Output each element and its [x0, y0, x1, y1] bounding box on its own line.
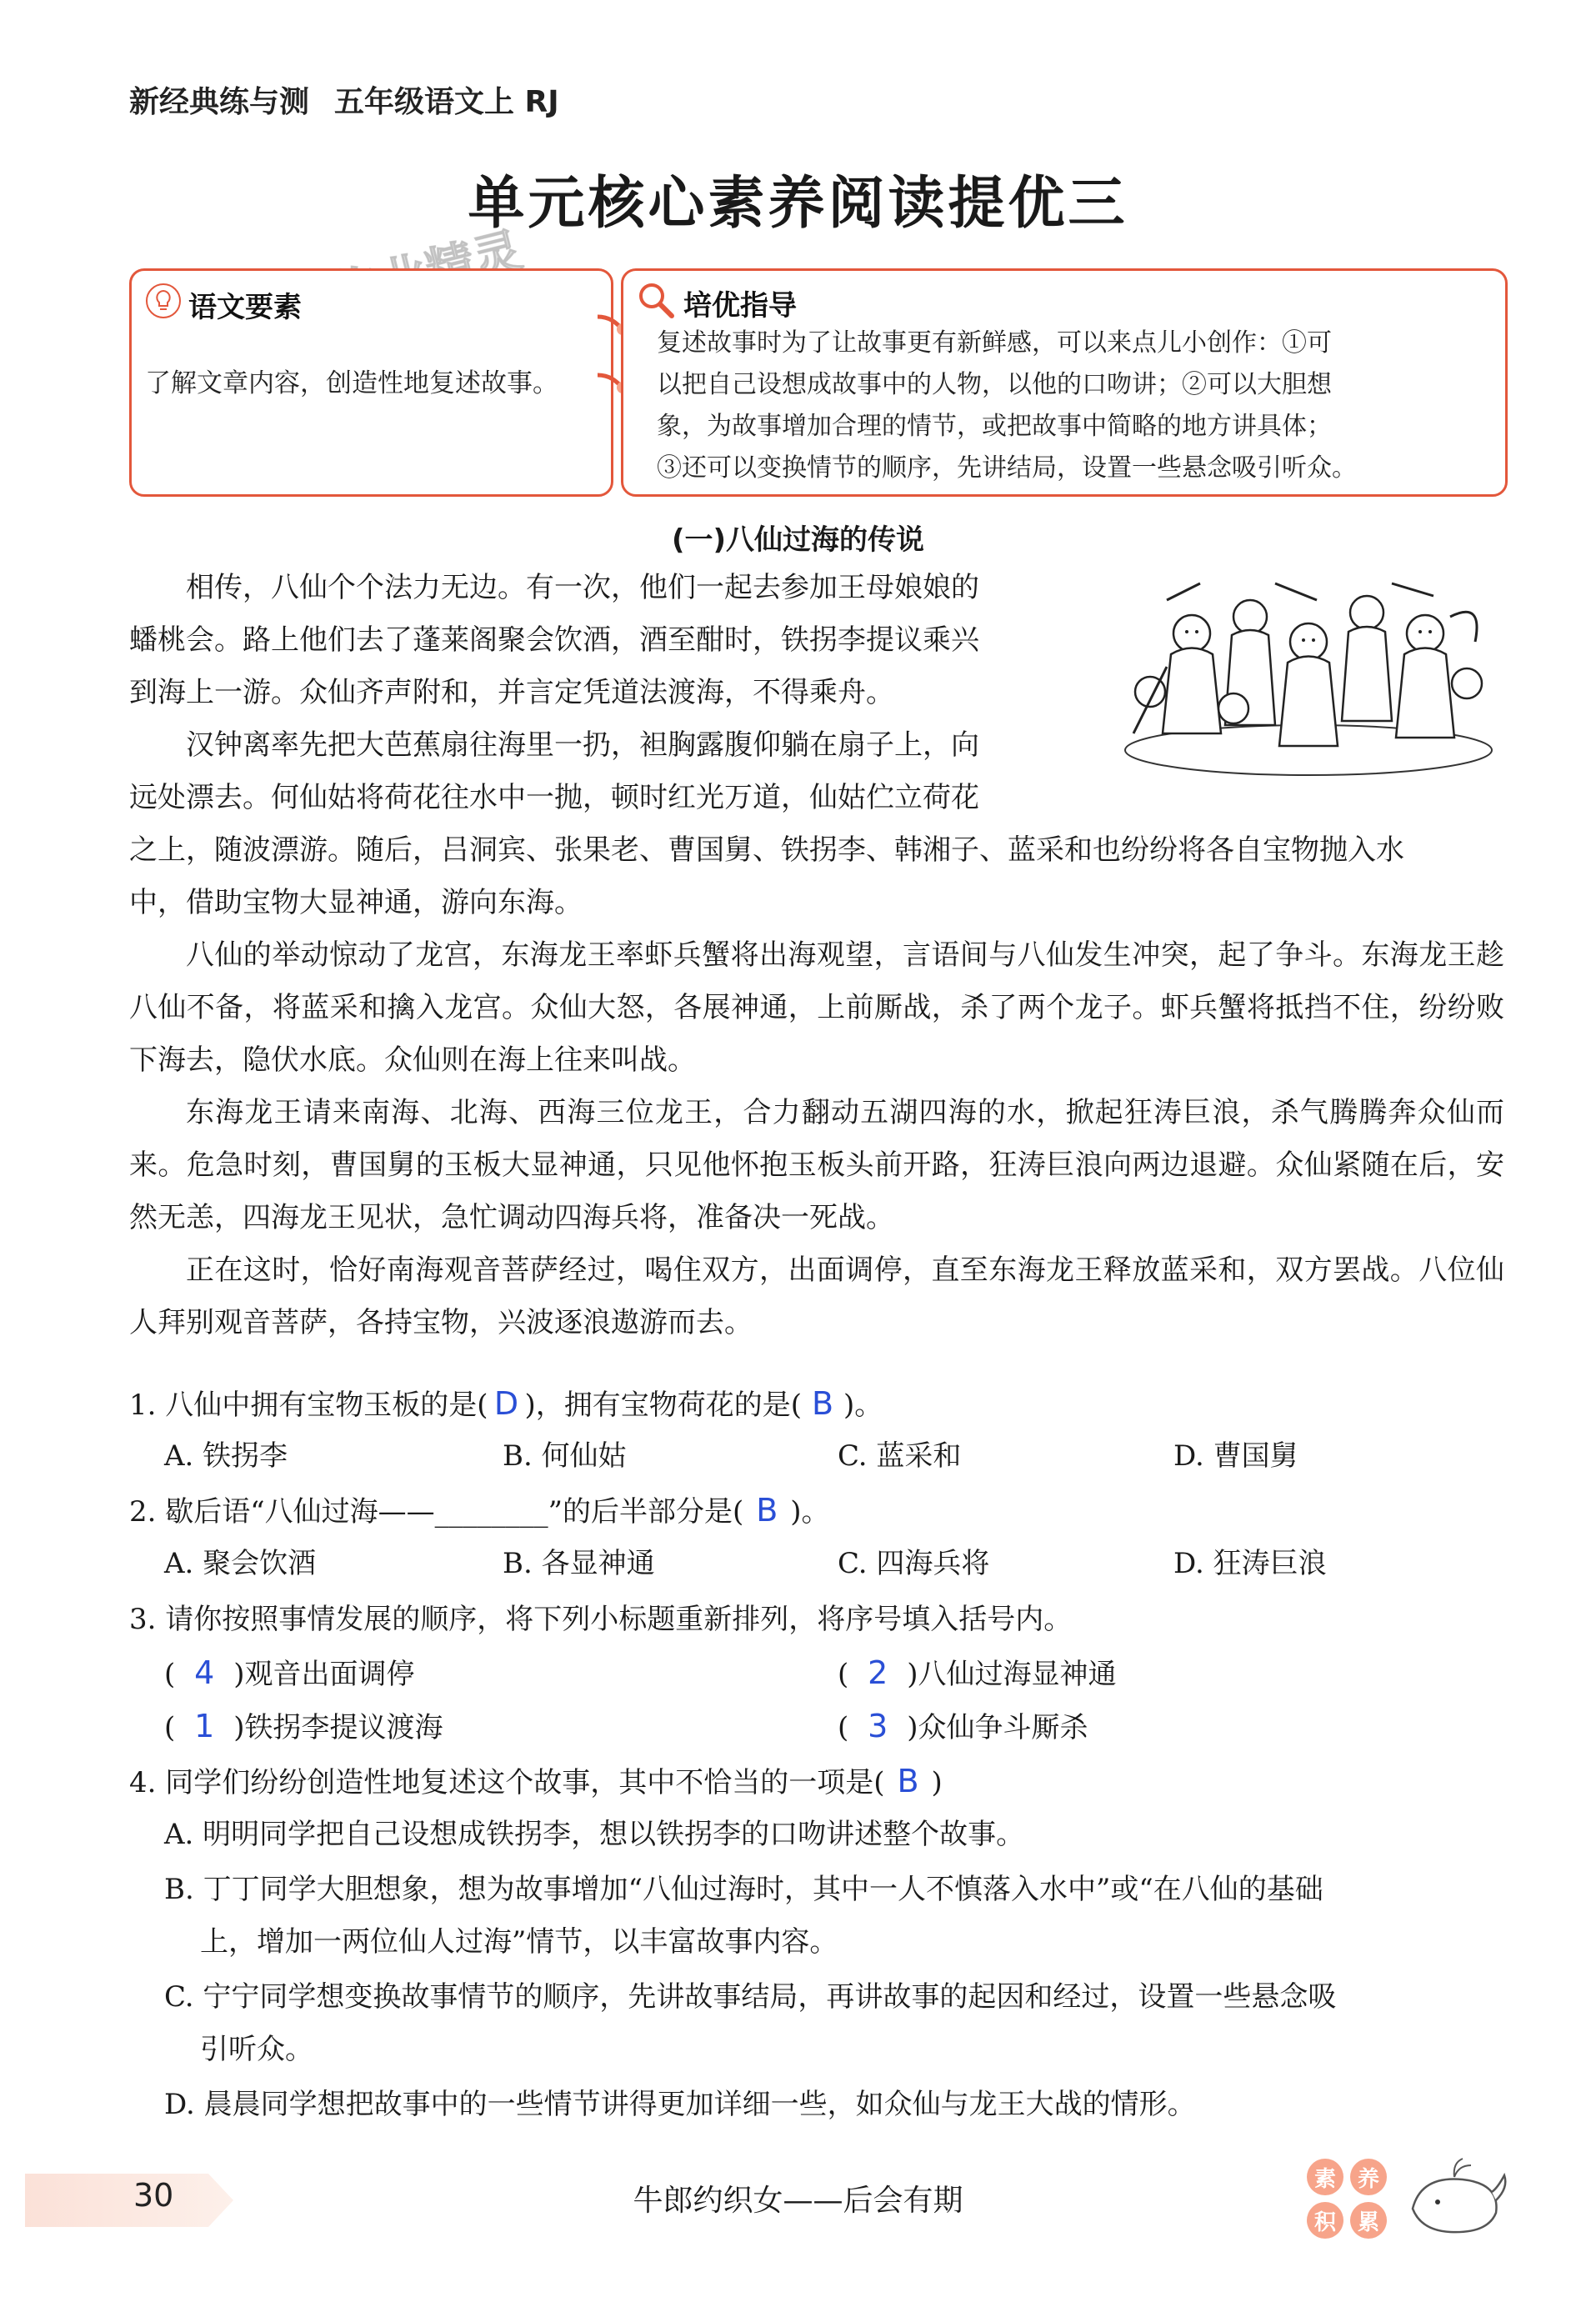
- book-grade: 五年级语文上 RJ: [334, 85, 559, 119]
- guidance-line: 以把自己设想成故事中的人物，以他的口吻讲；②可以大胆想: [657, 370, 1332, 399]
- paragraph: 正在这时，恰好南海观音菩萨经过，喝住双方，出面调停，直至东海龙王释放蓝采和，双方罢战。八位仙人拜别观音菩萨，各持宝物，兴波逐浪遨游而去。: [129, 1254, 1504, 1339]
- magnifier-icon: [635, 279, 675, 323]
- blank[interactable]: ________: [434, 1495, 548, 1529]
- box-left-title: 语文要素: [188, 291, 302, 324]
- story-title: (一)八仙过海的传说: [671, 523, 925, 557]
- answer-field[interactable]: B: [897, 1763, 919, 1799]
- answer-field[interactable]: B: [812, 1385, 834, 1422]
- question-3: 3. 请你按照事情发展的顺序，将下列小标题重新排列，将序号填入括号内。: [129, 1603, 1073, 1636]
- option: D. 曹国舅: [1173, 1439, 1298, 1473]
- option-continued: 引听众。: [200, 2033, 313, 2066]
- option-continued: 上，增加一两位仙人过海”情节，以丰富故事内容。: [200, 1925, 838, 1959]
- guidance-line: ③还可以变换情节的顺序，先讲结局，设置一些悬念吸引听众。: [657, 453, 1357, 483]
- text-line: 相传，八仙个个法力无边。有一次，他们一起去参加王母娘娘的: [186, 571, 979, 604]
- question-2: 2. 歇后语“八仙过海——________”的后半部分是( B )。: [129, 1484, 830, 1539]
- option: D. 狂涛巨浪: [1173, 1547, 1327, 1580]
- paragraph: 东海龙王请来南海、北海、西海三位龙王，合力翻动五湖四海的水，掀起狂涛巨浪，杀气腾腾奔众仙而来。危急时刻，曹国舅的玉板大显神通，只见他怀抱玉板头前开路，狂涛巨浪向两边退避。众仙紧随在后，安然无恙，四海龙王见状，急忙调动四海兵将，准备决一死战。: [129, 1096, 1504, 1234]
- page-number: 30: [133, 2177, 174, 2214]
- eight-immortals-illustration: [1117, 567, 1500, 783]
- text-line: 远处漂去。何仙姑将荷花往水中一抛，顿时红光万道，仙姑伫立荷花: [129, 781, 979, 814]
- option: C. 四海兵将: [838, 1547, 990, 1580]
- text-line: 蟠桃会。路上他们去了蓬莱阁聚会饮酒，酒至酣时，铁拐李提议乘兴: [129, 623, 979, 657]
- order-item: ( 4 )观音出面调停: [164, 1647, 415, 1701]
- badge: 累: [1350, 2202, 1387, 2239]
- box-left-text: 了解文章内容，创造性地复述故事。: [145, 368, 558, 398]
- paragraph: 八仙的举动惊动了龙宫，东海龙王率虾兵蟹将出海观望，言语间与八仙发生冲突，起了争斗。东海龙王趁八仙不备，将蓝采和擒入龙宫。众仙大怒，各展神通，上前厮战，杀了两个龙子。虾兵蟹将抵挡不住，纷纷败下海去，隐伏水底。众仙则在海上往来叫战。: [129, 938, 1504, 1077]
- chinese-elements-box: [129, 268, 613, 497]
- badge: 积: [1307, 2202, 1343, 2239]
- story-paragraph-1: [129, 562, 1104, 824]
- guidance-text: [657, 323, 1498, 489]
- text-line: 中，借助宝物大显神通，游向东海。: [129, 886, 583, 919]
- text-line: 汉钟离率先把大芭蕉扇往海里一扔，袒胸露腹仰躺在扇子上，向: [186, 728, 979, 762]
- footer-proverb: 牛郎约织女——后会有期: [633, 2184, 963, 2218]
- guidance-line: 象，为故事增加合理的情节，或把故事中简略的地方讲具体；: [657, 412, 1332, 441]
- whale-icon: [1404, 2150, 1513, 2245]
- story-paragraph-3: [129, 929, 1504, 1349]
- guidance-line: 复述故事时为了让故事更有新鲜感，可以来点儿小创作：①可: [657, 328, 1332, 358]
- badge: 养: [1350, 2159, 1387, 2195]
- page-title: 单元核心素养阅读提优三: [468, 170, 1128, 237]
- book-header: [129, 78, 584, 121]
- option: A. 铁拐李: [164, 1439, 288, 1473]
- answer-field[interactable]: 1: [194, 1708, 215, 1744]
- option: A. 聚会饮酒: [164, 1547, 317, 1580]
- text-line: 之上，随波漂游。随后，吕洞宾、张果老、曹国舅、铁拐李、韩湘子、蓝采和也纷纷将各自宝物抛入水: [129, 833, 1404, 867]
- order-item: ( 1 )铁拐李提议渡海: [164, 1700, 443, 1754]
- answer-field[interactable]: 3: [868, 1708, 888, 1744]
- footer-badges: [1307, 2159, 1393, 2239]
- story-paragraph-2: [129, 824, 1504, 929]
- guidance-box: [621, 268, 1508, 497]
- answer-field[interactable]: 4: [194, 1654, 215, 1691]
- question-4: 4. 同学们纷纷创造性地复述这个故事，其中不恰当的一项是( B ): [129, 1755, 943, 1809]
- order-item: ( 3 )众仙争斗厮杀: [838, 1700, 1088, 1754]
- option: D. 晨晨同学想把故事中的一些情节讲得更加详细一些，如众仙与龙王大战的情形。: [164, 2088, 1196, 2121]
- option: B. 各显神通: [503, 1547, 655, 1580]
- order-item: ( 2 )八仙过海显神通: [838, 1647, 1117, 1701]
- option: C. 蓝采和: [838, 1439, 962, 1473]
- option: A. 明明同学把自己设想成铁拐李，想以铁拐李的口吻讲述整个故事。: [164, 1818, 1025, 1851]
- question-1: 1. 八仙中拥有宝物玉板的是( D )，拥有宝物荷花的是( B )。: [129, 1378, 883, 1432]
- answer-field[interactable]: 2: [868, 1654, 888, 1691]
- option: B. 丁丁同学大胆想象，想为故事增加“八仙过海时，其中一人不慎落入水中”或“在八仙的基础: [164, 1873, 1323, 1906]
- answer-field[interactable]: B: [756, 1492, 778, 1529]
- option: B. 何仙姑: [503, 1439, 627, 1473]
- badge: 素: [1307, 2159, 1343, 2195]
- answer-field[interactable]: D: [493, 1385, 519, 1422]
- book-name: 新经典练与测: [129, 85, 310, 119]
- box-right-title: 培优指导: [683, 289, 797, 323]
- text-line: 到海上一游。众仙齐声附和，并言定凭道法渡海，不得乘舟。: [129, 676, 894, 709]
- lightbulb-icon: [145, 283, 182, 323]
- option: C. 宁宁同学想变换故事情节的顺序，先讲故事结局，再讲故事的起因和经过，设置一些悬念吸: [164, 1980, 1337, 2014]
